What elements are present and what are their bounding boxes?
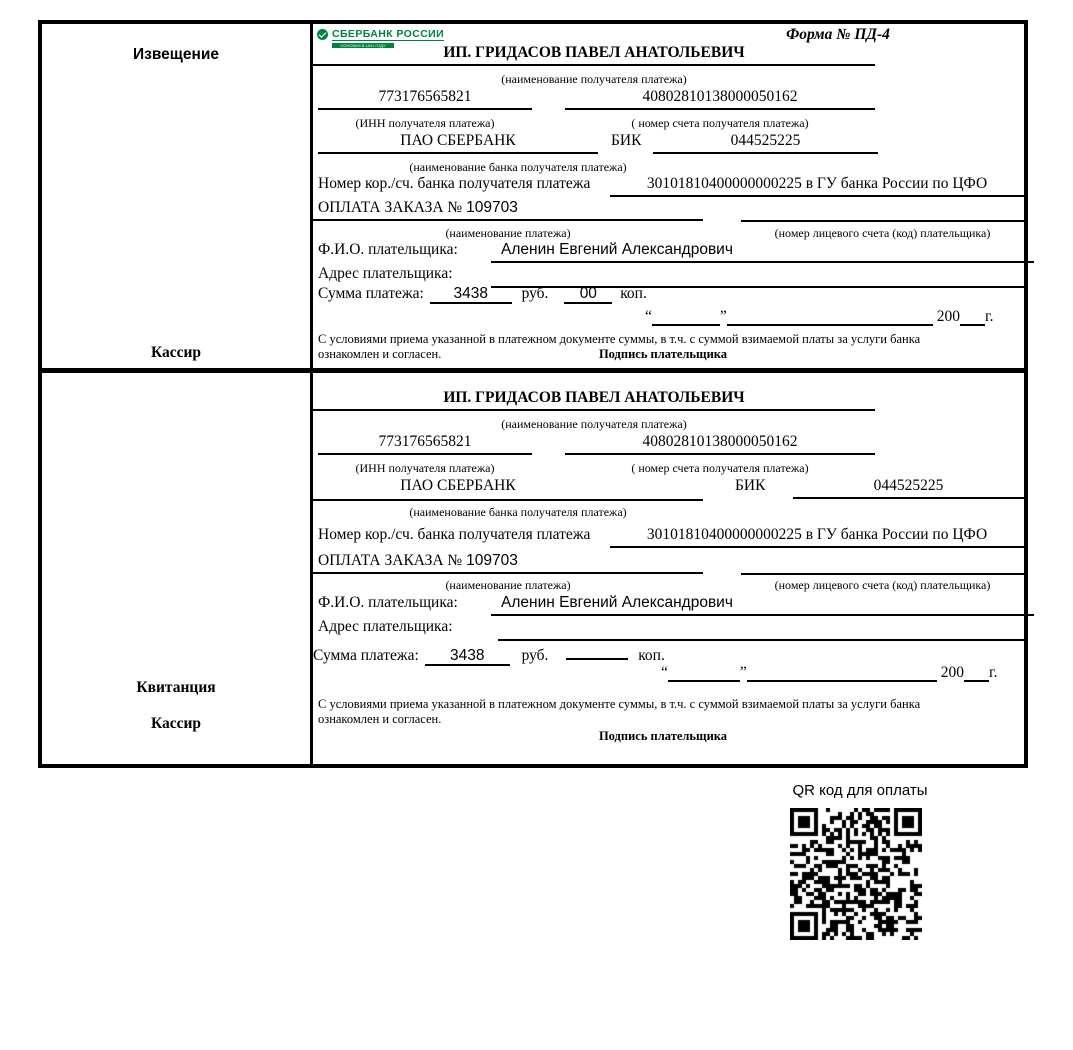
receipt-title: Квитанция — [136, 679, 216, 696]
sberbank-logo-text: СБЕРБАНК РОССИИ — [332, 28, 445, 41]
payer-name-value: Аленин Евгений Александрович — [491, 594, 1034, 616]
receipt-cashier-label: Кассир — [150, 715, 202, 732]
agreement-text-1: С условиями приема указанной в платежном документе суммы, в т.ч. с суммой взимаемой платы за услуги банка — [318, 332, 921, 346]
date-year-line — [964, 663, 989, 682]
inn-caption: (ИНН получателя платежа) — [355, 461, 495, 475]
date-row — [645, 307, 994, 326]
agreement-text-1: С условиями приема указанной в платежном документе суммы, в т.ч. с суммой взимаемой платы за услуги банка — [318, 697, 921, 711]
korr-account-label: Номер кор./сч. банка получателя платежа — [318, 526, 591, 543]
year-prefix: 200 — [940, 664, 965, 681]
personal-account-line — [741, 220, 1024, 222]
notice-title: Извещение — [133, 46, 219, 63]
signature-label: Подпись плательщика — [598, 347, 728, 361]
account-value: 40802810138000050162 — [565, 433, 875, 455]
bik-value: 044525225 — [653, 132, 878, 154]
recipient-caption: (наименование получателя платежа) — [501, 72, 687, 86]
korr-account-label: Номер кор./сч. банка получателя платежа — [318, 175, 591, 192]
payer-address-label: Адрес плательщика: — [318, 265, 453, 282]
agreement-text-2: ознакомлен и согласен. — [318, 347, 442, 361]
inn-value: 773176565821 — [318, 433, 532, 455]
date-row — [661, 663, 998, 682]
inn-value: 773176565821 — [318, 88, 532, 110]
sum-kop-value — [566, 641, 628, 660]
date-day-line — [652, 307, 720, 326]
rub-label: руб. — [521, 285, 549, 302]
receipt-body — [313, 373, 1024, 764]
payer-name-value: Аленин Евгений Александрович — [491, 241, 1034, 263]
kop-label: коп. — [620, 285, 647, 302]
order-number-value: 109703 — [466, 552, 518, 569]
personal-account-caption: (номер лицевого счета (код) плательщика) — [774, 578, 991, 592]
payer-name-label: Ф.И.О. плательщика: — [318, 241, 458, 258]
payment-caption: (наименование платежа) — [445, 226, 571, 240]
payer-address-label: Адрес плательщика: — [318, 618, 453, 635]
korr-account-value: 30101810400000000225 в ГУ банка России по ЦФО — [610, 526, 1024, 548]
bank-name-value: ПАО СБЕРБАНК — [318, 132, 598, 154]
account-caption: ( номер счета получателя платежа) — [631, 116, 809, 130]
korr-account-value: 30101810400000000225 в ГУ банка России по ЦФО — [610, 175, 1024, 197]
recipient-name: ИП. ГРИДАСОВ ПАВЕЛ АНАТОЛЬЕВИЧ — [313, 389, 875, 411]
sum-row — [313, 641, 665, 666]
sum-label: Сумма платежа: — [313, 647, 419, 664]
bik-label: БИК — [735, 477, 766, 494]
sum-row — [318, 285, 647, 304]
bank-name-line — [313, 499, 703, 501]
rub-label: руб. — [521, 647, 549, 664]
sberbank-emblem-icon — [317, 29, 328, 40]
sum-label: Сумма платежа: — [318, 285, 424, 302]
payment-purpose-row — [313, 552, 703, 574]
qr-code-label: QR код для оплаты — [792, 782, 928, 799]
quote-close: ” — [719, 308, 727, 325]
account-caption: ( номер счета получателя платежа) — [631, 461, 809, 475]
bik-label: БИК — [611, 132, 642, 149]
payer-name-label: Ф.И.О. плательщика: — [318, 594, 458, 611]
date-year-line — [960, 307, 985, 326]
quote-open: “ — [645, 308, 652, 325]
sum-kop-value: 00 — [564, 285, 612, 304]
order-number-value: 109703 — [466, 199, 518, 216]
date-day-line — [668, 663, 740, 682]
agreement-text-2: ознакомлен и согласен. — [318, 712, 442, 726]
bik-value: 044525225 — [793, 477, 1024, 499]
recipient-name: ИП. ГРИДАСОВ ПАВЕЛ АНАТОЛЬЕВИЧ — [313, 44, 875, 66]
notice-cashier-label: Кассир — [150, 344, 202, 361]
pd4-form-table — [38, 20, 1028, 768]
kop-label: коп. — [638, 647, 665, 664]
inn-caption: (ИНН получателя платежа) — [355, 116, 495, 130]
date-month-line — [747, 663, 937, 682]
sberbank-logo-tagline: ОСНОВАН В 1841 ГОДУ — [332, 43, 394, 48]
bank-caption: (наименование банка получателя платежа) — [409, 160, 627, 174]
payer-address-value — [498, 618, 1024, 641]
payment-purpose-label: ОПЛАТА ЗАКАЗА № — [318, 552, 463, 569]
notice-body — [313, 24, 1024, 368]
year-suffix: г. — [985, 308, 994, 325]
signature-label: Подпись плательщика — [598, 729, 728, 743]
account-value: 40802810138000050162 — [565, 88, 875, 110]
payment-purpose-row — [313, 199, 703, 221]
recipient-caption: (наименование получателя платежа) — [501, 417, 687, 431]
sum-rub-value: 3438 — [430, 285, 512, 304]
quote-close: ” — [739, 664, 747, 681]
bank-caption: (наименование банка получателя платежа) — [409, 505, 627, 519]
personal-account-line — [741, 573, 1024, 575]
sum-rub-value: 3438 — [425, 647, 510, 666]
bank-name-value: ПАО СБЕРБАНК — [400, 477, 516, 494]
qr-code — [790, 808, 922, 940]
payment-caption: (наименование платежа) — [445, 578, 571, 592]
date-month-line — [727, 307, 933, 326]
receipt-side-column — [42, 373, 310, 764]
personal-account-caption: (номер лицевого счета (код) плательщика) — [774, 226, 991, 240]
quote-open: “ — [661, 664, 668, 681]
form-number-label: Форма № ПД-4 — [786, 26, 890, 43]
year-suffix: г. — [989, 664, 998, 681]
payment-purpose-label: ОПЛАТА ЗАКАЗА № — [318, 199, 463, 216]
year-prefix: 200 — [936, 308, 961, 325]
notice-side-column — [42, 24, 310, 368]
